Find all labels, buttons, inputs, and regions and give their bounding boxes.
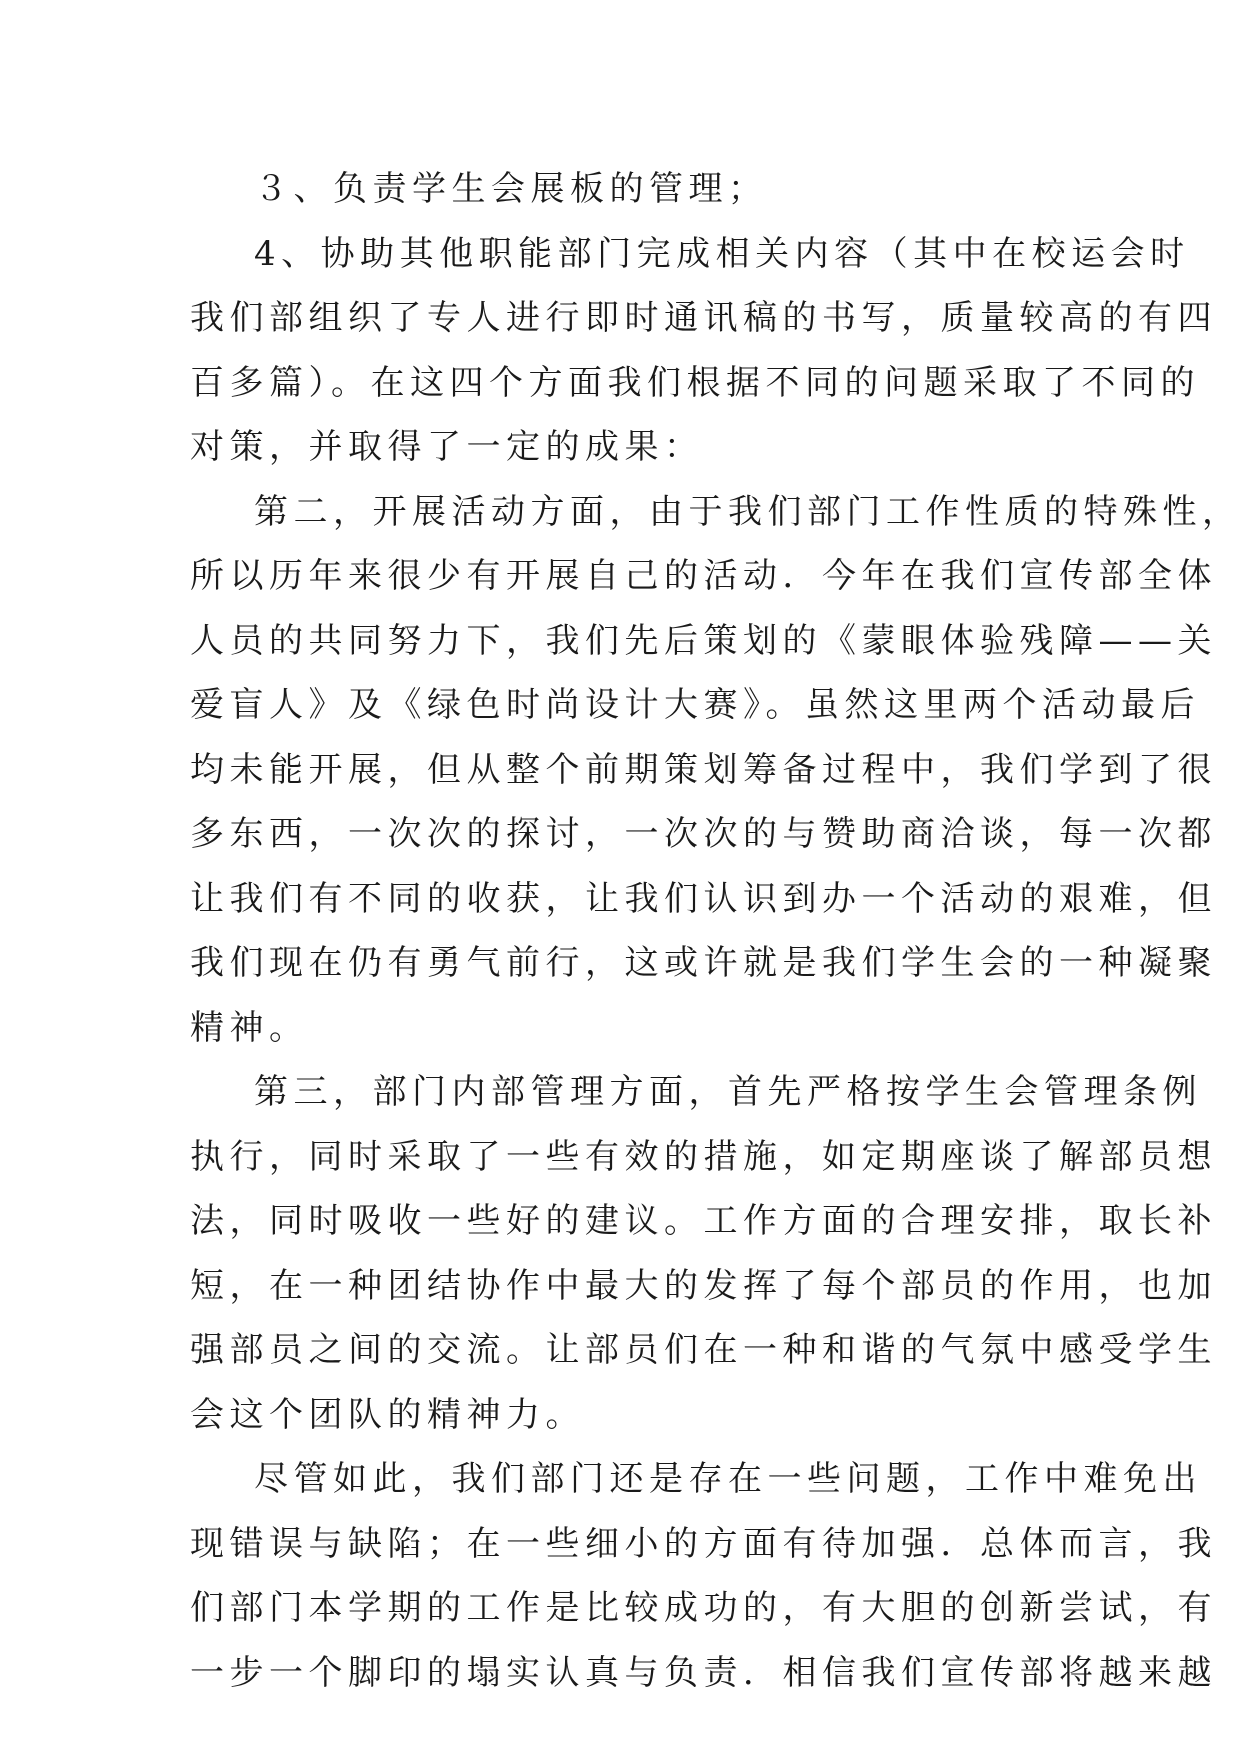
- text-line: 均未能开展，但从整个前期策划筹备过程中，我们学到了很: [190, 749, 1217, 790]
- text-line: 第二，开展活动方面，由于我们部门工作性质的特殊性，: [254, 491, 1241, 532]
- document-body: [190, 157, 1241, 1705]
- text-line: 尽管如此，我们部门还是存在一些问题，工作中难免出: [254, 1459, 1202, 1499]
- text-line: 多东西，一次次的探讨，一次次的与赞助商洽谈，每一次都: [190, 814, 1217, 854]
- text-line: 会这个团队的精神力。: [190, 1394, 585, 1435]
- text-line: 让我们有不同的收获，让我们认识到办一个活动的艰难，但: [190, 878, 1217, 919]
- text-line: 执行，同时采取了一些有效的措施，如定期座谈了解部员想: [190, 1136, 1217, 1177]
- text-line: 一步一个脚印的塌实认真与负责．相信我们宣传部将越来越: [190, 1652, 1217, 1693]
- text-line: 所以历年来很少有开展自己的活动．今年在我们宣传部全体: [190, 556, 1217, 596]
- text-line: ３、负责学生会展板的管理；: [254, 169, 768, 209]
- text-line: 人员的共同努力下，我们先后策划的《蒙眼体验残障——关: [190, 620, 1217, 661]
- text-line: 对策，并取得了一定的成果：: [190, 427, 704, 467]
- text-line: 短，在一种团结协作中最大的发挥了每个部员的作用，也加: [190, 1265, 1217, 1306]
- text-line: 现错误与缺陷；在一些细小的方面有待加强．总体而言，我: [190, 1523, 1217, 1564]
- text-line: 我们部组织了专人进行即时通讯稿的书写，质量较高的有四: [190, 298, 1217, 338]
- text-line: 法，同时吸收一些好的建议。工作方面的合理安排，取长补: [190, 1201, 1217, 1241]
- text-line: 们部门本学期的工作是比较成功的，有大胆的创新尝试，有: [190, 1588, 1217, 1628]
- text-line: 爱盲人》及《绿色时尚设计大赛》。虽然这里两个活动最后: [190, 685, 1200, 725]
- text-line: 我们现在仍有勇气前行，这或许就是我们学生会的一种凝聚: [190, 943, 1217, 983]
- text-line: 强部员之间的交流。让部员们在一种和谐的气氛中感受学生: [190, 1330, 1217, 1370]
- text-line: 精神。: [190, 1007, 309, 1048]
- text-line: 4、协助其他职能部门完成相关内容（其中在校运会时: [254, 233, 1190, 274]
- text-line: 百多篇）。在这四个方面我们根据不同的问题采取了不同的: [190, 362, 1200, 403]
- text-line: 第三，部门内部管理方面，首先严格按学生会管理条例: [254, 1072, 1202, 1112]
